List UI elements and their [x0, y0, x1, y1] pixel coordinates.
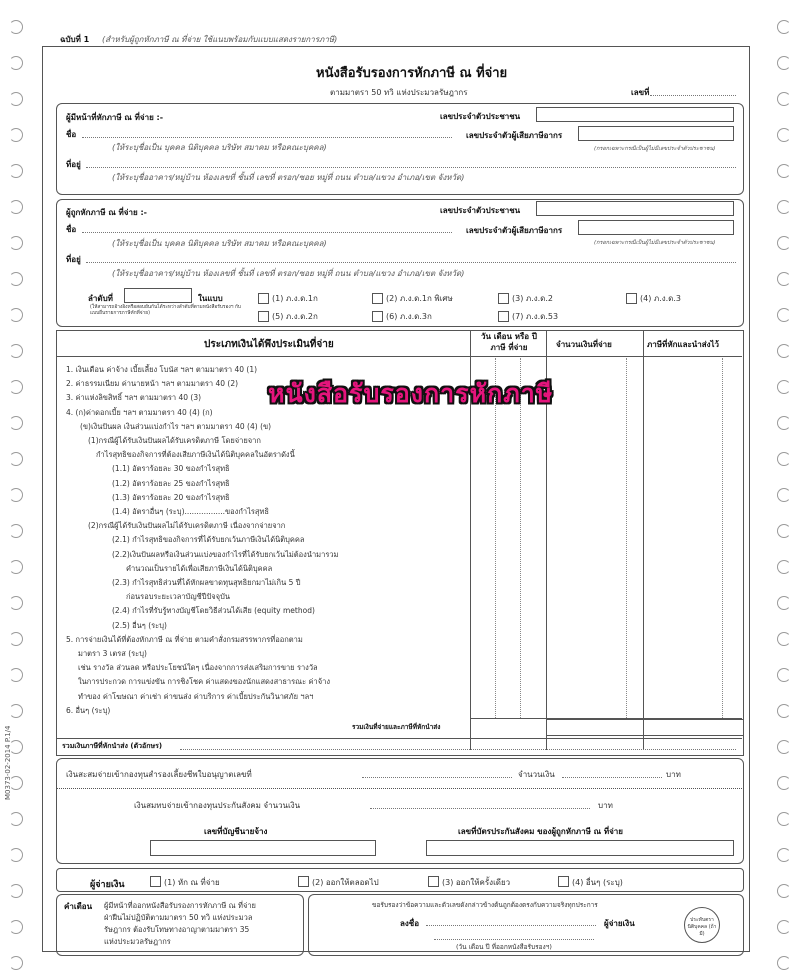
- payee-address-hint: (ให้ระบุชื่ออาคาร/หมู่บ้าน ห้องเลขที่ ชั้นที่ เลขที่ ตรอก/ซอย หมู่ที่ ถนน ตำบล/แขวง อำเภอ/เขต จังหวัด): [112, 269, 465, 278]
- form-code: M0373-02-2014 P.1/4: [4, 725, 12, 800]
- income-row: ทำของ ค่าโฆษณา ค่าเช่า ค่าขนส่ง ค่าบริการ ค่าเบี้ยประกันวินาศภัย ฯลฯ: [78, 691, 314, 701]
- payee-name-hint: (ให้ระบุชื่อเป็น บุคคล นิติบุคคล บริษัท สมาคม หรือคณะบุคคล): [112, 239, 327, 248]
- perforation-hole: [777, 920, 791, 934]
- order-suffix: ในแบบ: [198, 294, 223, 303]
- perforation-hole: [9, 812, 23, 826]
- perforation-hole: [777, 416, 791, 430]
- perforation-hole: [777, 452, 791, 466]
- form-option-checkbox[interactable]: [258, 311, 269, 322]
- perforation-hole: [9, 236, 23, 250]
- perforation-hole: [777, 128, 791, 142]
- payer-option-checkbox[interactable]: [558, 876, 569, 887]
- income-row: ในการประกวด การแข่งขัน การชิงโชค ค่าแสดงของนักแสดงสาธารณะ ค่าจ้าง: [78, 677, 331, 687]
- income-row: (1.4) อัตราอื่นๆ (ระบุ).................ของกำไรสุทธิ: [112, 507, 269, 516]
- order-note: (ให้สามารถอ้างอิงหรือสอบยันกันได้ระหว่างลำดับที่ตามหนังสือรับรองฯ กับแบบยื่นรายการภาษีหักที่จ่าย): [90, 305, 241, 316]
- perforation-hole: [777, 632, 791, 646]
- payer-heading: ผู้มีหน้าที่หักภาษี ณ ที่จ่าย :-: [66, 113, 164, 122]
- income-row: (2.2)เงินปันผลหรือเงินส่วนแบ่งของกำไรที่ได้รับยกเว้นไม่ต้องนำมารวม: [112, 549, 339, 559]
- perforation-hole: [777, 272, 791, 286]
- perforation-hole: [777, 668, 791, 682]
- order-label: ลำดับที่: [88, 294, 113, 303]
- payer-option-label: (2) ออกให้ตลอดไป: [312, 878, 379, 887]
- perforation-hole: [9, 308, 23, 322]
- col-tax-header: ภาษีที่หักและนำส่งไว้: [647, 340, 720, 349]
- perforation-hole: [777, 56, 791, 70]
- payee-taxid-input[interactable]: [578, 220, 734, 235]
- form-option-label: (4) ภ.ง.ด.3: [640, 294, 681, 303]
- payer-id-label: เลขประจำตัวประชาชน: [440, 112, 521, 121]
- income-row: คำนวณเป็นรายได้เพื่อเสียภาษีเงินได้นิติบุคคล: [126, 563, 273, 573]
- payee-address-field[interactable]: [86, 262, 736, 263]
- perforation-hole: [777, 812, 791, 826]
- form-option-label: (3) ภ.ง.ด.2: [512, 294, 553, 303]
- perforation-hole: [777, 704, 791, 718]
- payee-heading: ผู้ถูกหักภาษี ณ ที่จ่าย :-: [66, 208, 147, 217]
- total-tax-input[interactable]: [643, 719, 744, 736]
- warning-text-line: แห่งประมวลรัษฎากร: [104, 937, 171, 946]
- form-option-label: (1) ภ.ง.ด.1ก: [272, 294, 318, 303]
- social-amount-field[interactable]: [370, 808, 590, 809]
- perforation-hole: [9, 344, 23, 358]
- payer-name-field[interactable]: [82, 137, 452, 138]
- perforation-hole: [9, 200, 23, 214]
- date-field[interactable]: [434, 939, 594, 940]
- perforation-hole: [9, 884, 23, 898]
- income-row: (1.1) อัตราร้อยละ 30 ของกำไรสุทธิ: [112, 464, 230, 474]
- social-label: เงินสมทบจ่ายเข้ากองทุนประกันสังคม จำนวนเงิน: [134, 801, 301, 810]
- income-row: (1.2) อัตราร้อยละ 25 ของกำไรสุทธิ: [112, 478, 230, 488]
- warning-text-line: ผู้มีหน้าที่ออกหนังสือรับรองการหักภาษี ณ ที่จ่าย: [104, 901, 256, 910]
- payer-option-label: (3) ออกให้ครั้งเดียว: [442, 878, 511, 887]
- social-card-label: เลขที่บัตรประกันสังคม ของผู้ถูกหักภาษี ณ ที่จ่าย: [458, 827, 623, 836]
- perforation-hole: [777, 776, 791, 790]
- overlay-caption: หนังสือรับรองการหักภาษี: [268, 379, 554, 408]
- perforation-hole: [9, 920, 23, 934]
- payer-sign-suffix: ผู้จ่ายเงิน: [604, 919, 635, 928]
- perforation-hole: [777, 344, 791, 358]
- payer-name-label: ชื่อ: [66, 130, 77, 139]
- form-option-checkbox[interactable]: [258, 293, 269, 304]
- left-perforation-strip: [0, 0, 30, 966]
- income-row: (2)กรณีผู้ได้รับเงินปันผลไม่ได้รับเครดิตภาษี เนื่องจากจ่ายจาก: [88, 521, 286, 531]
- social-card-input[interactable]: [426, 840, 734, 856]
- col-date-header: วัน เดือน หรือ ปีภาษี ที่จ่าย: [481, 332, 537, 352]
- income-row: 1. เงินเดือน ค่าจ้าง เบี้ยเลี้ยง โบนัส ฯลฯ ตามมาตรา 40 (1): [66, 365, 258, 374]
- income-row: 2. ค่าธรรมเนียม ค่านายหน้า ฯลฯ ตามมาตรา 40 (2): [66, 379, 239, 389]
- payer-address-hint: (ให้ระบุชื่ออาคาร/หมู่บ้าน ห้องเลขที่ ชั้นที่ เลขที่ ตรอก/ซอย หมู่ที่ ถนน ตำบล/แขวง อำเภอ/เขต จังหวัด): [112, 173, 465, 182]
- employer-account-label: เลขที่บัญชีนายจ้าง: [204, 827, 268, 836]
- perforation-hole: [9, 848, 23, 862]
- provident-license-field[interactable]: [362, 777, 512, 778]
- perforation-hole: [9, 164, 23, 178]
- payee-name-label: ชื่อ: [66, 225, 77, 234]
- income-row: 5. การจ่ายเงินได้ที่ต้องหักภาษี ณ ที่จ่าย ตามคำสั่งกรมสรรพากรที่ออกตาม: [66, 634, 303, 644]
- copy-label: ฉบับที่ 1: [60, 35, 90, 44]
- social-baht: บาท: [598, 801, 613, 810]
- perforation-hole: [777, 200, 791, 214]
- payer-taxid-note: (กรอกเฉพาะกรณีเป็นผู้ไม่มีเลขประจำตัวประชาชน): [594, 146, 716, 152]
- table-header-line: [56, 356, 742, 357]
- income-row: 6. อื่นๆ (ระบุ): [66, 705, 111, 715]
- copy-note: (สำหรับผู้ถูกหักภาษี ณ ที่จ่าย ใช้แนบพร้อมกับแบบแสดงรายการภาษี): [102, 35, 338, 44]
- col-amount-header: จำนวนเงินที่จ่าย: [556, 340, 612, 349]
- perforation-hole: [9, 596, 23, 610]
- perforation-hole: [9, 632, 23, 646]
- payee-taxid-note: (กรอกเฉพาะกรณีเป็นผู้ไม่มีเลขประจำตัวประชาชน): [594, 240, 716, 246]
- income-row: (2.1) กำไรสุทธิของกิจการที่ได้รับยกเว้นภาษีเงินได้นิติบุคคล: [112, 535, 305, 545]
- col-type-header: ประเภทเงินได้พึงประเมินที่จ่าย: [204, 339, 334, 350]
- amount-dots: [626, 358, 627, 736]
- date-hint: (วัน เดือน ปี ที่ออกหนังสือรับรองฯ): [456, 943, 552, 951]
- form-option-checkbox[interactable]: [372, 311, 383, 322]
- total-amount-input[interactable]: [546, 719, 645, 736]
- payee-name-field[interactable]: [82, 232, 452, 233]
- perforation-hole: [777, 488, 791, 502]
- col-divider-3: [643, 330, 644, 750]
- warning-text-line: ฝ่าฝืนไม่ปฏิบัติตามมาตรา 50 ทวิ แห่งประมวล: [104, 913, 253, 922]
- payer-option-checkbox[interactable]: [298, 876, 309, 887]
- perforation-hole: [9, 92, 23, 106]
- provident-label: เงินสะสมจ่ายเข้ากองทุนสำรองเลี้ยงชีพใบอนุญาตเลขที่: [66, 770, 252, 779]
- perforation-hole: [9, 524, 23, 538]
- perforation-hole: [9, 488, 23, 502]
- right-perforation-strip: [770, 0, 800, 966]
- signature-field[interactable]: [426, 925, 596, 926]
- perforation-hole: [9, 416, 23, 430]
- perforation-hole: [777, 740, 791, 754]
- form-option-label: (5) ภ.ง.ด.2ก: [272, 312, 318, 321]
- form-option-label: (6) ภ.ง.ด.3ก: [386, 312, 432, 321]
- form-title: หนังสือรับรองการหักภาษี ณ ที่จ่าย: [316, 66, 508, 81]
- perforation-hole: [777, 560, 791, 574]
- perforation-hole: [9, 452, 23, 466]
- payer-option-checkbox[interactable]: [150, 876, 161, 887]
- perforation-hole: [9, 668, 23, 682]
- perforation-hole: [777, 20, 791, 34]
- income-row: (2.3) กำไรสุทธิส่วนที่ได้หักผลขาดทุนสุทธิยกมาไม่เกิน 5 ปี: [112, 578, 301, 587]
- perforation-hole: [777, 164, 791, 178]
- perforation-hole: [9, 272, 23, 286]
- total-text-field[interactable]: [180, 749, 736, 750]
- company-stamp-circle: [684, 907, 720, 943]
- payer-option-label: (4) อื่นๆ (ระบุ): [572, 878, 623, 887]
- form-option-checkbox[interactable]: [372, 293, 383, 304]
- income-row: กำไรสุทธิของกิจการที่ต้องเสียภาษีเงินได้นิติบุคคลในอัตราดังนี้: [96, 450, 295, 460]
- perforation-hole: [777, 92, 791, 106]
- perforation-hole: [9, 380, 23, 394]
- certify-text: ขอรับรองว่าข้อความและตัวเลขดังกล่าวข้างต้นถูกต้องตรงกับความจริงทุกประการ: [372, 901, 598, 909]
- income-row: (1)กรณีผู้ได้รับเงินปันผลได้รับเครดิตภาษี โดยจ่ายจาก: [88, 436, 261, 445]
- total-text-label: รวมเงินภาษีที่หักนำส่ง (ตัวอักษร): [62, 742, 163, 750]
- income-row: 4. (ก)ค่าดอกเบี้ย ฯลฯ ตามมาตรา 40 (4) (ก): [66, 407, 213, 417]
- fund-divider: [56, 788, 742, 789]
- perforation-hole: [777, 524, 791, 538]
- stamp-text: ประทับตรา นิติบุคคล (ถ้ามี): [687, 917, 717, 937]
- income-row: เช่น รางวัล ส่วนลด หรือประโยชน์ใดๆ เนื่องจากการส่งเสริมการขาย รางวัล: [78, 663, 318, 673]
- payee-id-input[interactable]: [536, 201, 734, 216]
- perforation-hole: [777, 956, 791, 970]
- income-row: 3. ค่าแห่งลิขสิทธิ์ ฯลฯ ตามมาตรา 40 (3): [66, 393, 202, 403]
- perforation-hole: [777, 308, 791, 322]
- perforation-hole: [9, 128, 23, 142]
- income-row: (2.4) กำไรที่รับรู้ทางบัญชีโดยวิธีส่วนได้เสีย (equity method): [112, 606, 315, 616]
- payer-option-checkbox[interactable]: [428, 876, 439, 887]
- payer-option-label: (1) หัก ณ ที่จ่าย: [164, 878, 220, 887]
- payer-name-hint: (ให้ระบุชื่อเป็น บุคคล นิติบุคคล บริษัท สมาคม หรือคณะบุคคล): [112, 143, 327, 152]
- payer-id-input[interactable]: [536, 107, 734, 122]
- provident-amount-field[interactable]: [562, 777, 662, 778]
- perforation-hole: [777, 236, 791, 250]
- book-no-field[interactable]: [650, 95, 736, 96]
- payer-options-label: ผู้จ่ายเงิน: [90, 880, 125, 890]
- warning-label: คำเตือน: [64, 902, 93, 911]
- perforation-hole: [777, 884, 791, 898]
- form-option-label: (7) ภ.ง.ด.53: [512, 312, 559, 321]
- form-subtitle: ตามมาตรา 50 ทวิ แห่งประมวลรัษฎากร: [330, 88, 468, 97]
- perforation-hole: [9, 704, 23, 718]
- total-text-line: [56, 738, 742, 739]
- payee-address-label: ที่อยู่: [66, 255, 81, 264]
- book-no-label: เลขที่: [631, 88, 650, 97]
- income-row: ก่อนรอบระยะเวลาบัญชีปีปัจจุบัน: [126, 592, 230, 602]
- form-option-checkbox[interactable]: [498, 311, 509, 322]
- payee-taxid-label: เลขประจำตัวผู้เสียภาษีอากร: [466, 226, 563, 235]
- warning-text-line: รัษฎากร ต้องรับโทษทางอาญาตามมาตรา 35: [104, 925, 250, 934]
- payer-taxid-label: เลขประจำตัวผู้เสียภาษีอากร: [466, 131, 563, 140]
- payer-taxid-input[interactable]: [578, 126, 734, 141]
- form-option-checkbox[interactable]: [626, 293, 637, 304]
- income-row: (ข)เงินปันผล เงินส่วนแบ่งกำไร ฯลฯ ตามมาตรา 40 (4) (ข): [80, 421, 272, 431]
- perforation-hole: [777, 848, 791, 862]
- payer-address-label: ที่อยู่: [66, 160, 81, 169]
- total-label: รวมเงินที่จ่ายและภาษีที่หักนำส่ง: [352, 723, 441, 731]
- employer-account-input[interactable]: [150, 840, 376, 856]
- payee-id-label: เลขประจำตัวประชาชน: [440, 206, 521, 215]
- perforation-hole: [9, 56, 23, 70]
- income-row: (2.5) อื่นๆ (ระบุ): [112, 620, 167, 630]
- perforation-hole: [9, 560, 23, 574]
- payer-address-field[interactable]: [86, 167, 736, 168]
- income-row: (1.3) อัตราร้อยละ 20 ของกำไรสุทธิ: [112, 492, 230, 502]
- perforation-hole: [777, 596, 791, 610]
- sign-label: ลงชื่อ: [400, 919, 420, 928]
- income-row: มาตรา 3 เตรส (ระบุ): [78, 649, 147, 658]
- provident-baht: บาท: [666, 770, 681, 779]
- form-option-checkbox[interactable]: [498, 293, 509, 304]
- form-option-label: (2) ภ.ง.ด.1ก พิเศษ: [386, 294, 453, 303]
- perforation-hole: [9, 956, 23, 970]
- perforation-hole: [9, 20, 23, 34]
- perforation-hole: [777, 380, 791, 394]
- tax-dots: [722, 358, 723, 736]
- order-input[interactable]: [124, 288, 192, 303]
- provident-amount-label: จำนวนเงิน: [518, 770, 555, 779]
